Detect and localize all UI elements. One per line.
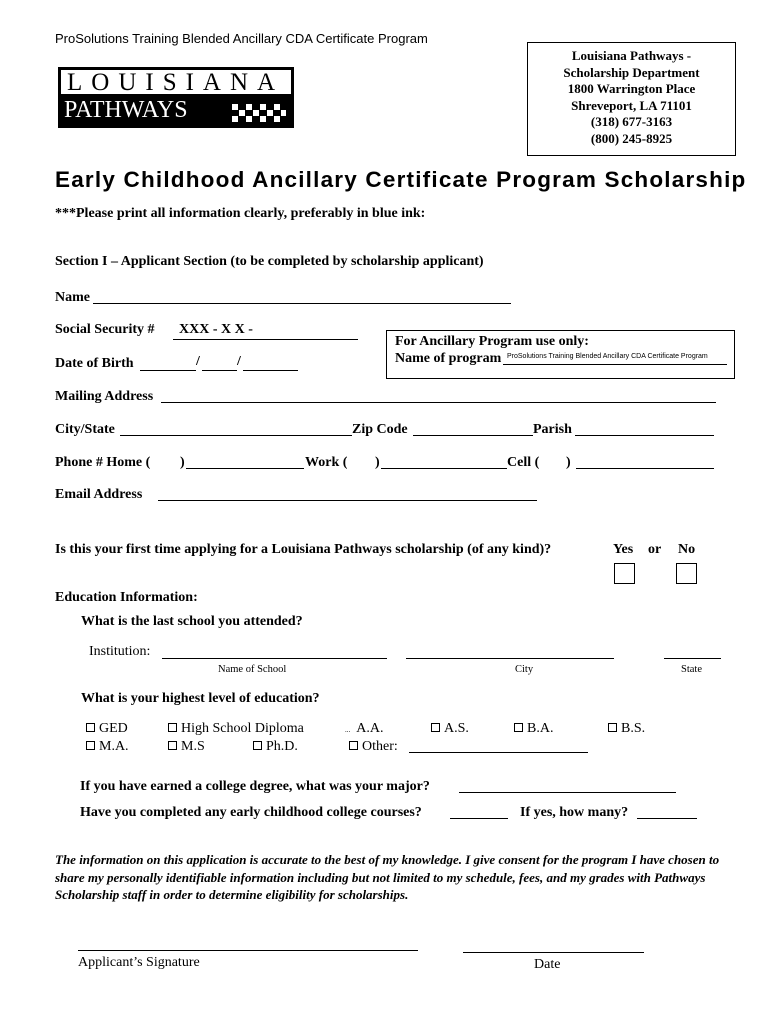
option-label: A.S. bbox=[444, 721, 469, 736]
option-other[interactable] bbox=[349, 739, 398, 755]
phone-home-label: Phone # Home ( bbox=[55, 455, 151, 470]
city-state-field[interactable] bbox=[120, 435, 352, 436]
option-label: M.S bbox=[181, 739, 205, 754]
zip-label: Zip Code bbox=[352, 422, 408, 437]
ssn-label: Social Security # bbox=[55, 322, 155, 337]
cell-label: Cell ( bbox=[507, 455, 540, 470]
option-ma[interactable] bbox=[86, 739, 129, 755]
option-as[interactable] bbox=[431, 721, 469, 737]
school-state-field[interactable] bbox=[664, 658, 721, 659]
consent-statement: The information on this application is accurate to the best of my knowledge. I give consent for the program I have chosen to share my personally identifiable information including but not limited to my schedule, fees, and my grades with Pathways Scholarship staff in order to determine eligibility for scholarships. bbox=[55, 852, 720, 902]
address-line: Shreveport, LA 71101 bbox=[571, 97, 692, 113]
dob-year-field[interactable] bbox=[243, 370, 298, 371]
logo-top-text: LOUISIANA bbox=[67, 69, 285, 96]
program-name-value: ProSolutions Training Blended Ancillary CDA Certificate Program bbox=[507, 353, 708, 360]
email-label: Email Address bbox=[55, 487, 143, 502]
name-of-school-caption: Name of School bbox=[218, 664, 287, 675]
school-city-field[interactable] bbox=[406, 658, 614, 659]
option-aa[interactable] bbox=[345, 721, 383, 737]
institution-label: Institution: bbox=[89, 644, 151, 659]
instruction-text: ***Please print all information clearly, preferably in blue ink: bbox=[55, 206, 426, 221]
highest-education-question: What is your highest level of education? bbox=[81, 691, 320, 706]
how-many-label: If yes, how many? bbox=[520, 805, 629, 820]
checkerboard-icon bbox=[231, 103, 287, 123]
phone-home-field[interactable] bbox=[186, 468, 304, 469]
date-field[interactable] bbox=[463, 952, 644, 953]
option-ba[interactable] bbox=[514, 721, 553, 737]
email-field[interactable] bbox=[158, 500, 537, 501]
dob-separator: / bbox=[237, 354, 241, 369]
dob-day-field[interactable] bbox=[202, 370, 237, 371]
courses-question: Have you completed any early childhood college courses? bbox=[80, 805, 422, 820]
option-bs[interactable] bbox=[608, 721, 645, 737]
yes-label: Yes bbox=[613, 542, 634, 557]
signature-label: Applicant’s Signature bbox=[78, 955, 200, 970]
date-label: Date bbox=[534, 957, 561, 972]
city-caption: City bbox=[515, 664, 534, 675]
option-label: Other: bbox=[362, 739, 398, 754]
checkbox-icon bbox=[168, 723, 177, 732]
section-heading: Section I – Applicant Section (to be completed by scholarship applicant) bbox=[55, 254, 484, 269]
checkbox-icon bbox=[86, 723, 95, 732]
mailing-label: Mailing Address bbox=[55, 389, 154, 404]
logo-top-band bbox=[58, 67, 294, 97]
close-paren: ) bbox=[375, 455, 380, 470]
how-many-field[interactable] bbox=[637, 818, 697, 819]
close-paren: ) bbox=[180, 455, 185, 470]
last-school-question: What is the last school you attended? bbox=[81, 614, 303, 629]
option-ms[interactable] bbox=[168, 739, 205, 755]
ssn-value: XXX - X X - bbox=[179, 322, 253, 337]
option-ged[interactable] bbox=[86, 721, 128, 737]
dob-separator: / bbox=[196, 354, 200, 369]
courses-field[interactable] bbox=[450, 818, 508, 819]
no-label: No bbox=[678, 542, 696, 557]
education-heading: Education Information: bbox=[55, 590, 198, 605]
city-state-label: City/State bbox=[55, 422, 115, 437]
signature-field[interactable] bbox=[78, 950, 418, 951]
program-name-label: Name of program bbox=[395, 351, 502, 366]
phone-cell-field[interactable] bbox=[576, 468, 714, 469]
address-box bbox=[527, 42, 736, 156]
option-label: B.A. bbox=[527, 721, 554, 736]
logo-bottom-text: PATHWAYS bbox=[64, 97, 188, 123]
work-label: Work ( bbox=[305, 455, 348, 470]
close-paren: ) bbox=[566, 455, 571, 470]
option-label: A.A. bbox=[356, 721, 384, 736]
checkbox-icon bbox=[168, 741, 177, 750]
other-education-field[interactable] bbox=[409, 752, 588, 753]
option-phd[interactable] bbox=[253, 739, 298, 755]
option-label: B.S. bbox=[621, 721, 646, 736]
address-line: (318) 677-3163 bbox=[590, 114, 673, 129]
address-line: Louisiana Pathways - bbox=[571, 48, 692, 63]
louisiana-pathways-logo bbox=[58, 67, 294, 129]
option-label: High School Diploma bbox=[181, 721, 304, 736]
name-label: Name bbox=[55, 290, 90, 305]
mailing-address-field[interactable] bbox=[161, 402, 716, 403]
parish-field[interactable] bbox=[575, 435, 714, 436]
name-field[interactable] bbox=[93, 303, 511, 304]
program-header: ProSolutions Training Blended Ancillary CDA Certificate Program bbox=[55, 31, 428, 46]
address-line: (800) 245-8925 bbox=[590, 130, 673, 146]
program-name-field bbox=[503, 364, 727, 365]
checkbox-icon bbox=[431, 723, 440, 732]
first-time-question: Is this your first time applying for a Louisiana Pathways scholarship (of any kind)? bbox=[55, 542, 552, 557]
option-high-school[interactable] bbox=[168, 721, 304, 737]
checkbox-icon bbox=[349, 741, 358, 750]
dob-month-field[interactable] bbox=[140, 370, 196, 371]
parish-label: Parish bbox=[533, 422, 572, 437]
ancillary-use-box bbox=[386, 330, 735, 379]
dob-label: Date of Birth bbox=[55, 356, 134, 371]
zip-field[interactable] bbox=[413, 435, 533, 436]
address-line: 1800 Warrington Place bbox=[567, 81, 696, 96]
no-checkbox[interactable] bbox=[676, 563, 697, 584]
logo-bottom-band bbox=[58, 97, 294, 128]
option-label: GED bbox=[99, 721, 128, 736]
yes-checkbox[interactable] bbox=[614, 563, 635, 584]
ellipsis-icon: ... bbox=[345, 726, 351, 734]
phone-work-field[interactable] bbox=[381, 468, 507, 469]
page-title: Early Childhood Ancillary Certificate Program Scholarship bbox=[55, 167, 747, 192]
major-question: If you have earned a college degree, what was your major? bbox=[80, 779, 430, 794]
address-line: Scholarship Department bbox=[563, 64, 700, 80]
option-label: M.A. bbox=[99, 739, 129, 754]
ancillary-heading: For Ancillary Program use only: bbox=[395, 334, 589, 349]
checkbox-icon bbox=[514, 723, 523, 732]
or-label: or bbox=[648, 542, 662, 557]
checkbox-icon bbox=[86, 741, 95, 750]
ssn-field[interactable] bbox=[173, 339, 358, 340]
checkbox-icon bbox=[608, 723, 617, 732]
state-caption: State bbox=[681, 664, 702, 675]
checkbox-icon bbox=[253, 741, 262, 750]
option-label: Ph.D. bbox=[266, 739, 298, 754]
major-field[interactable] bbox=[459, 792, 676, 793]
school-name-field[interactable] bbox=[162, 658, 387, 659]
